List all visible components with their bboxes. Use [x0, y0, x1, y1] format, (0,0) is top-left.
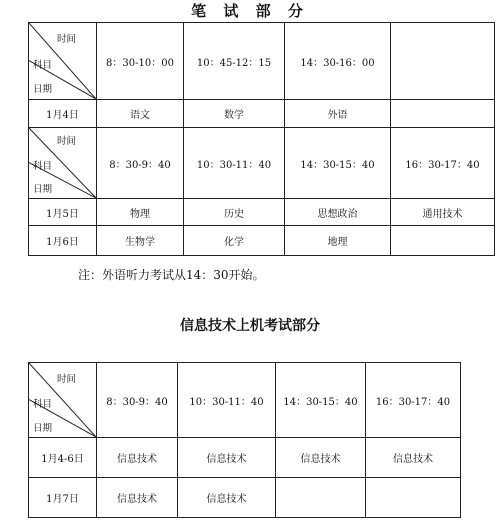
corner-label-time: 时间 [57, 374, 77, 385]
table-header-row [29, 128, 495, 199]
subject-cell: 化学 [184, 226, 285, 256]
date-cell: 1月4-6日 [29, 438, 97, 478]
date-cell: 1月6日 [29, 226, 97, 256]
table-row [29, 226, 495, 256]
subject-cell: 历史 [184, 199, 285, 226]
subject-cell: 信息技术 [178, 478, 276, 518]
subject-cell: 地理 [285, 226, 391, 256]
date-cell: 1月5日 [29, 199, 97, 226]
time-slot-header: 10：30-11：40 [178, 363, 276, 438]
time-slot-header: 14：30-15：40 [285, 128, 391, 199]
subject-cell: 外语 [285, 100, 391, 128]
subject-cell: 生物学 [97, 226, 184, 256]
corner-label-date: 日期 [33, 423, 53, 434]
subject-cell [366, 478, 461, 518]
date-cell: 1月7日 [29, 478, 97, 518]
time-slot-header: 14：30-15：40 [276, 363, 366, 438]
corner-header-cell [29, 23, 97, 100]
subject-cell: 物理 [97, 199, 184, 226]
subject-cell: 思想政治 [285, 199, 391, 226]
subject-cell: 语文 [97, 100, 184, 128]
subject-cell [276, 478, 366, 518]
corner-header-cell [29, 363, 97, 438]
table-row [29, 438, 461, 478]
time-slot-header: 16：30-17：40 [366, 363, 461, 438]
time-slot-header: 10：45-12：15 [184, 23, 285, 100]
corner-label-time: 时间 [57, 34, 77, 45]
corner-label-date: 日期 [33, 84, 53, 95]
table-row [29, 199, 495, 226]
time-slot-header: 8：30-9：40 [97, 363, 178, 438]
subject-cell [391, 226, 495, 256]
corner-label-time: 时间 [57, 136, 77, 147]
corner-label-subject: 科目 [33, 399, 53, 410]
time-slot-header: 8：30-10：00 [97, 23, 184, 100]
time-slot-header [391, 23, 495, 100]
time-slot-header: 14：30-16：00 [285, 23, 391, 100]
computer-exam-schedule-table [28, 362, 461, 518]
subject-cell: 信息技术 [276, 438, 366, 478]
listening-test-note: 注：外语听力考试从14：30开始。 [78, 268, 265, 282]
subject-cell: 信息技术 [97, 438, 178, 478]
time-slot-header: 16：30-17：40 [391, 128, 495, 199]
corner-header-cell [29, 128, 97, 199]
subject-cell [391, 100, 495, 128]
time-slot-header: 8：30-9：40 [97, 128, 184, 199]
written-exam-title: 笔 试 部 分 [191, 2, 309, 20]
table-row [29, 478, 461, 518]
corner-label-date: 日期 [33, 184, 53, 195]
computer-exam-title: 信息技术上机考试部分 [180, 318, 320, 334]
subject-cell: 信息技术 [366, 438, 461, 478]
written-exam-schedule-table [28, 22, 495, 256]
subject-cell: 信息技术 [97, 478, 178, 518]
corner-label-subject: 科目 [33, 60, 53, 71]
subject-cell: 通用技术 [391, 199, 495, 226]
table-header-row [29, 363, 461, 438]
date-cell: 1月4日 [29, 100, 97, 128]
subject-cell: 信息技术 [178, 438, 276, 478]
corner-label-subject: 科目 [33, 161, 53, 172]
subject-cell: 数学 [184, 100, 285, 128]
table-row [29, 100, 495, 128]
table-header-row [29, 23, 495, 100]
time-slot-header: 10：30-11：40 [184, 128, 285, 199]
